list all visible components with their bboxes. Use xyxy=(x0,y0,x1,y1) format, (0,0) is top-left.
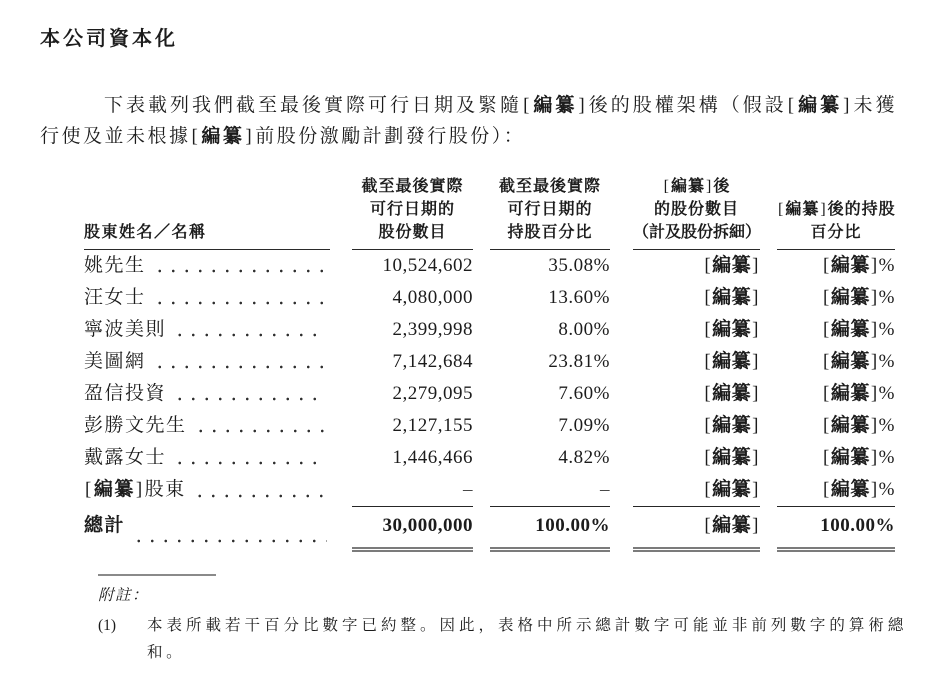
redacted-percent: [編纂]% xyxy=(823,255,895,276)
dot-leader xyxy=(194,429,327,433)
header-line: 截至最後實際 xyxy=(361,178,464,195)
redacted-percent: [編纂]% xyxy=(823,287,895,308)
post-pct-value xyxy=(777,442,895,474)
post-pct-value xyxy=(777,250,895,282)
dot-leader xyxy=(173,461,327,465)
pct-value: 7.09% xyxy=(558,415,610,436)
shares-value: 4,080,000 xyxy=(392,287,473,308)
dot-leader xyxy=(173,333,327,337)
capitalization-table xyxy=(84,175,895,552)
redacted-value: [編纂] xyxy=(787,95,852,116)
shareholder-name: 美圖網 xyxy=(84,351,146,372)
col-header-pct-as-of xyxy=(490,175,610,250)
redacted-value: [編纂] xyxy=(704,287,759,308)
header-line xyxy=(777,198,895,221)
pct-value: 8.00% xyxy=(558,319,610,340)
dot-leader xyxy=(153,301,327,305)
dot-leader xyxy=(132,539,327,543)
table-row-redacted-shareholder xyxy=(84,474,895,506)
post-shares-value xyxy=(633,346,760,378)
shares-value: – xyxy=(352,474,473,507)
post-pct-value xyxy=(777,282,895,314)
pct-value: 4.82% xyxy=(558,447,610,468)
shareholder-name: 盈信投資 xyxy=(84,383,167,404)
pct-value: 35.08% xyxy=(548,255,610,276)
redacted-percent: [編纂]% xyxy=(823,319,895,340)
redacted-percent: [編纂]% xyxy=(823,447,895,468)
table-row xyxy=(84,378,895,410)
redacted-value: [編纂] xyxy=(704,351,759,372)
redacted-value: [編纂] xyxy=(523,95,588,116)
shares-value: 7,142,684 xyxy=(392,351,473,372)
table-row xyxy=(84,282,895,314)
redacted-percent: [編纂]% xyxy=(823,415,895,436)
header-line: 股東姓名／名稱 xyxy=(84,224,207,241)
redacted-percent: [編纂]% xyxy=(823,351,895,372)
column-gap xyxy=(330,175,352,250)
post-pct-value xyxy=(777,474,895,507)
redacted-value: [編纂]股東 xyxy=(85,479,186,500)
shareholder-name: 彭勝文先生 xyxy=(84,415,187,436)
post-shares-value xyxy=(633,282,760,314)
column-gap xyxy=(473,175,490,250)
pct-value: – xyxy=(490,474,610,507)
footnote-item xyxy=(98,612,907,666)
header-line xyxy=(633,175,760,198)
total-shares-value: 30,000,000 xyxy=(352,506,473,552)
total-post-shares-value xyxy=(633,506,760,552)
shares-value: 2,127,155 xyxy=(392,415,473,436)
dot-leader xyxy=(173,397,327,401)
redacted-value: [編纂]後的持股 xyxy=(778,201,896,218)
table-row xyxy=(84,442,895,474)
intro-segment: 未獲行使及並未根據 xyxy=(40,95,897,147)
shares-value: 2,279,095 xyxy=(392,383,473,404)
intro-segment: 下表載列我們截至最後實際可行日期及緊隨 xyxy=(104,95,523,116)
shareholder-name xyxy=(84,474,186,507)
page-title: 本公司資本化 xyxy=(40,28,178,50)
post-pct-value xyxy=(777,314,895,346)
table-row xyxy=(84,250,895,282)
redacted-value: [編纂] xyxy=(704,515,759,536)
dot-leader xyxy=(153,365,327,369)
redacted-value: [編纂] xyxy=(704,447,759,468)
intro-segment: 前股份激勵計劃發行股份）： xyxy=(255,126,526,147)
footnote-title: 附註： xyxy=(98,587,150,604)
table-row xyxy=(84,410,895,442)
post-shares-value xyxy=(633,250,760,282)
total-post-pct-value: 100.00% xyxy=(777,506,895,552)
header-line: 股份數目 xyxy=(378,224,447,241)
header-line: 截至最後實際 xyxy=(498,178,601,195)
table-header-row xyxy=(84,175,895,250)
shares-value: 10,524,602 xyxy=(382,255,473,276)
post-pct-value xyxy=(777,378,895,410)
dot-leader xyxy=(153,269,327,273)
post-shares-value xyxy=(633,378,760,410)
shareholder-name: 戴露女士 xyxy=(84,447,167,468)
redacted-value: [編纂] xyxy=(704,383,759,404)
col-header-shares-as-of xyxy=(352,175,473,250)
table-row xyxy=(84,314,895,346)
redacted-percent: [編纂]% xyxy=(823,383,895,404)
post-shares-value xyxy=(633,410,760,442)
total-label: 總計 xyxy=(84,515,126,536)
header-line: 可行日期的 xyxy=(369,201,455,218)
redacted-value: [編纂] xyxy=(191,126,255,147)
footnote-divider xyxy=(98,574,216,576)
intro-paragraph xyxy=(40,90,897,152)
header-line: 可行日期的 xyxy=(507,201,593,218)
footnote-number: (1) xyxy=(98,617,117,634)
redacted-value: [編纂] xyxy=(704,319,759,340)
col-header-post-pct xyxy=(777,175,895,250)
shareholder-name: 汪女士 xyxy=(84,287,146,308)
post-shares-value xyxy=(633,314,760,346)
post-shares-value xyxy=(633,474,760,507)
post-pct-value xyxy=(777,346,895,378)
redacted-value: [編纂] xyxy=(704,415,759,436)
table-row xyxy=(84,346,895,378)
redacted-value: [編纂]後 xyxy=(663,178,731,195)
col-header-post-shares xyxy=(633,175,760,250)
shareholder-name: 姚先生 xyxy=(84,255,146,276)
column-gap xyxy=(610,175,633,250)
header-line: 持股百分比 xyxy=(507,224,593,241)
header-line: 的股份數目 xyxy=(653,201,739,218)
column-gap xyxy=(760,175,777,250)
shares-value: 1,446,466 xyxy=(392,447,473,468)
shares-value: 2,399,998 xyxy=(392,319,473,340)
footnotes-section xyxy=(98,574,907,666)
shareholder-name: 寧波美則 xyxy=(84,319,167,340)
col-header-shareholder xyxy=(84,175,330,250)
redacted-value: [編纂] xyxy=(704,255,759,276)
total-pct-value: 100.00% xyxy=(490,506,610,552)
header-line: （計及股份拆細） xyxy=(633,224,762,241)
pct-value: 7.60% xyxy=(558,383,610,404)
header-line: 百分比 xyxy=(810,224,862,241)
pct-value: 23.81% xyxy=(548,351,610,372)
redacted-value: [編纂] xyxy=(704,479,759,500)
intro-segment: 後的股權架構（假設 xyxy=(588,95,787,116)
post-shares-value xyxy=(633,442,760,474)
redacted-percent: [編纂]% xyxy=(823,479,895,500)
post-pct-value xyxy=(777,410,895,442)
pct-value: 13.60% xyxy=(548,287,610,308)
footnote-text: 本表所載若干百分比數字已約整。因此，表格中所示總計數字可能並非前列數字的算術總和。 xyxy=(147,617,907,661)
table-total-row xyxy=(84,506,895,552)
dot-leader xyxy=(193,494,327,498)
